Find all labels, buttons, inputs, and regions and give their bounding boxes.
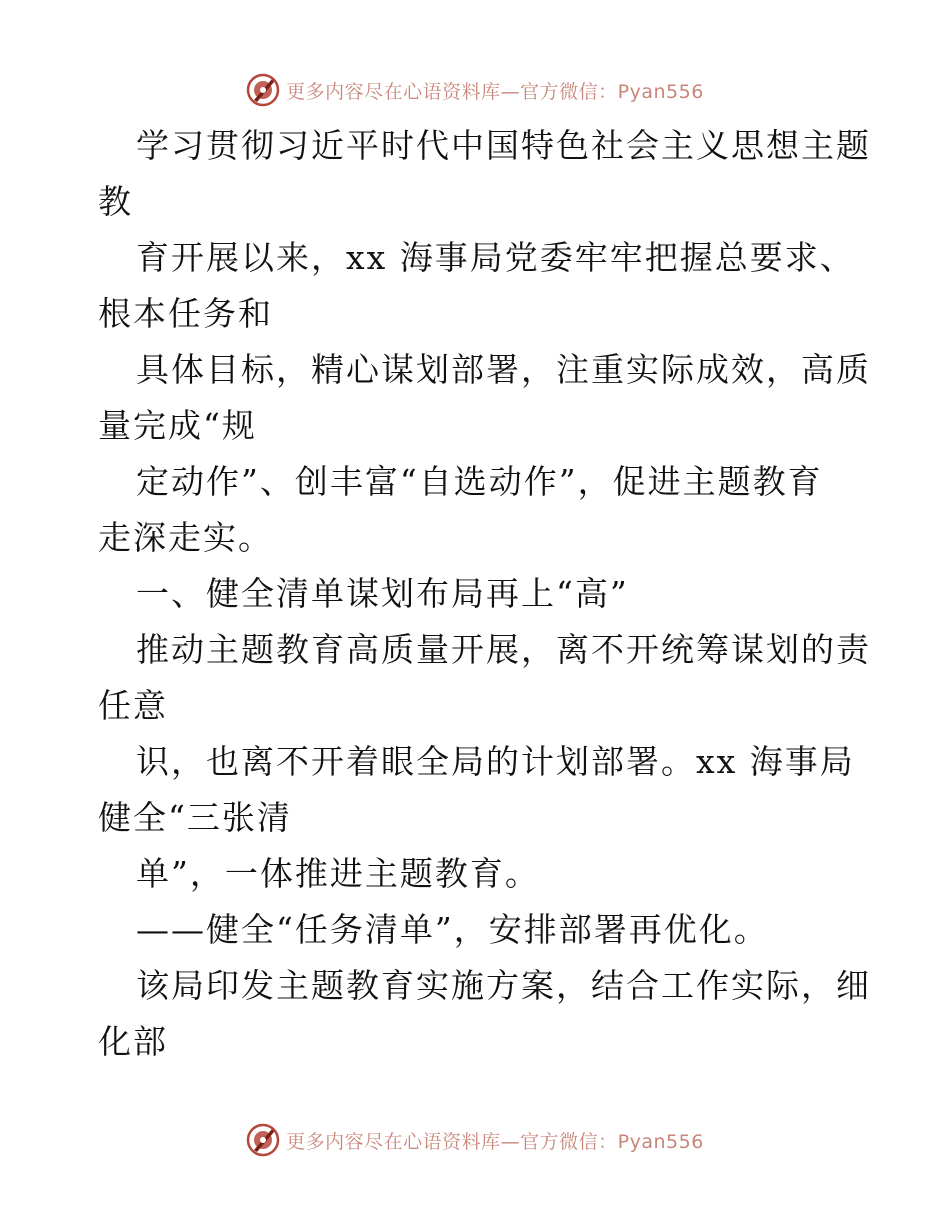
section-heading: 一、健全清单谋划布局再上“高” — [136, 574, 629, 613]
body-line: 根本任务和 — [98, 294, 273, 333]
body-line: 量完成“规 — [98, 406, 257, 445]
body-line: 识，也离不开着眼全局的计划部署。xx 海事局 — [136, 742, 855, 781]
body-line: 单”，一体推进主题教育。 — [136, 854, 540, 893]
document-body — [98, 118, 871, 1070]
body-line: 定动作”、创丰富“自选动作”，促进主题教育 — [136, 462, 823, 501]
header-banner — [0, 70, 950, 110]
body-line: 走深走实。 — [98, 518, 273, 557]
footer-banner-text: 更多内容尽在心语资料库—官方微信：Pyan556 — [286, 1130, 704, 1153]
body-line: 推动主题教育高质量开展，离不开统筹谋划的责 — [136, 630, 871, 669]
body-line: 任意 — [98, 686, 168, 725]
body-line: 化部 — [98, 1022, 168, 1061]
body-line: 学习贯彻习近平时代中国特色社会主义思想主题 — [136, 126, 871, 165]
body-line: 具体目标，精心谋划部署，注重实际成效，高质 — [136, 350, 871, 389]
body-line: 健全“三张清 — [98, 798, 292, 837]
quill-seal-logo-icon — [246, 1123, 280, 1157]
header-banner-text: 更多内容尽在心语资料库—官方微信：Pyan556 — [286, 80, 704, 103]
body-line: 育开展以来，xx 海事局党委牢牢把握总要求、 — [136, 238, 855, 277]
subsection-heading: ——健全“任务清单”，安排部署再优化。 — [136, 910, 769, 949]
body-line: 教 — [98, 182, 133, 221]
footer-banner — [0, 1120, 950, 1160]
quill-seal-logo-icon — [246, 73, 280, 107]
body-line: 该局印发主题教育实施方案，结合工作实际，细 — [136, 966, 871, 1005]
